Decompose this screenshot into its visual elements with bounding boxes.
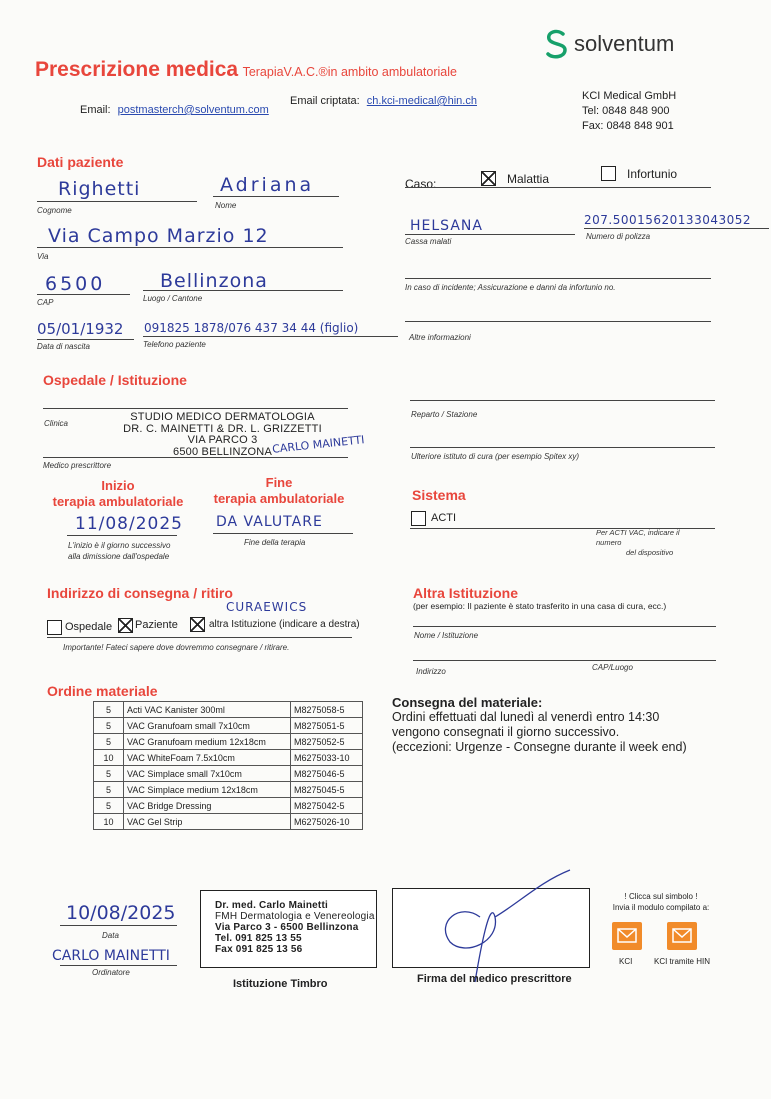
- case-label: Caso:: [405, 177, 437, 191]
- delivery-patient-checkbox[interactable]: [118, 618, 133, 633]
- table-row: [94, 750, 363, 766]
- delivery-other-checkbox[interactable]: [190, 617, 205, 632]
- material-qty-cell: 5: [94, 718, 124, 734]
- accident-checkbox[interactable]: [601, 166, 616, 181]
- material-code-cell: M8275046-5: [291, 766, 363, 782]
- dob-label: Data di nascita: [37, 342, 90, 351]
- therapy-end-note: Fine della terapia: [244, 538, 306, 547]
- other-info-label: Altre informazioni: [409, 333, 471, 342]
- institution-stamp-line: Via Parco 3 - 6500 Bellinzona: [215, 922, 359, 933]
- material-name-cell: VAC Bridge Dressing: [124, 798, 291, 814]
- email-label: Email:: [80, 104, 111, 116]
- insurer-label: Cassa malati: [405, 237, 452, 246]
- material-code-cell: M8275045-5: [291, 782, 363, 798]
- email-encrypted-link[interactable]: ch.kci-medical@hin.ch: [366, 95, 477, 107]
- acti-note-3: del dispositivo: [626, 548, 674, 557]
- section-other-institution: Altra Istituzione: [413, 585, 519, 601]
- therapy-start-title-1: Inizio: [101, 478, 135, 493]
- illness-checkbox[interactable]: [481, 171, 496, 186]
- section-system: Sistema: [412, 487, 466, 503]
- envelope-icon: [612, 922, 642, 950]
- footer-ordering-label: Ordinatore: [92, 968, 130, 977]
- surname-label: Cognome: [37, 206, 72, 215]
- section-delivery: Indirizzo di consegna / ritiro: [47, 585, 233, 601]
- institution-stamp-line: Dr. med. Carlo Mainetti: [215, 900, 328, 911]
- therapy-start-note: [68, 540, 170, 562]
- phone-value[interactable]: 091825 1878/076 437 34 44 (figlio): [144, 321, 359, 335]
- doctor-signature: CARLO MAINETTI: [271, 433, 366, 456]
- therapy-start-title-2: terapia ambulatoriale: [52, 494, 184, 509]
- ward-label: Reparto / Stazione: [411, 410, 478, 419]
- kci-email-icon[interactable]: [612, 922, 642, 950]
- material-code-cell: M8275052-5: [291, 734, 363, 750]
- table-row: [94, 782, 363, 798]
- footer-ordering-value: CARLO MAINETTI: [52, 948, 170, 964]
- illness-label: Malattia: [507, 172, 550, 186]
- insurer-value[interactable]: HELSANA: [410, 218, 483, 234]
- acti-device-note: [596, 528, 680, 558]
- table-row: [94, 766, 363, 782]
- email-row: [80, 104, 269, 116]
- footer-date-value[interactable]: 10/08/2025: [66, 902, 176, 924]
- material-qty-cell: 10: [94, 750, 124, 766]
- signature-label: Firma del medico prescrittore: [417, 973, 572, 985]
- material-name-cell: VAC WhiteFoam 7.5x10cm: [124, 750, 291, 766]
- email-encrypted-row: [290, 95, 477, 107]
- city-value[interactable]: Bellinzona: [160, 270, 268, 292]
- cap-value[interactable]: 6500: [45, 273, 106, 295]
- shipping-line-3: (eccezioni: Urgenze - Consegne durante il week end): [392, 740, 687, 754]
- acti-checkbox[interactable]: [411, 511, 426, 526]
- materials-table: [93, 701, 363, 830]
- shipping-line-2: vengono consegnati il giorno successivo.: [392, 725, 620, 739]
- section-patient: Dati paziente: [37, 154, 124, 170]
- institution-stamp-label: Istituzione Timbro: [233, 978, 328, 990]
- company-fax: Fax: 0848 848 901: [582, 120, 674, 132]
- other-institution-cap-label: CAP/Luogo: [592, 663, 633, 672]
- company-name: KCI Medical GmbH: [582, 90, 677, 102]
- other-institute-label: Ulteriore istituto di cura (per esempio Spitex xy): [411, 452, 580, 461]
- delivery-important: Importante! Fateci sapere dove dovremmo consegnare / ritirare.: [63, 643, 290, 652]
- title-sub: TerapiaV.A.C.®in ambito ambulatoriale: [242, 65, 457, 79]
- page-title: [35, 58, 457, 82]
- material-code-cell: M6275033-10: [291, 750, 363, 766]
- institution-stamp-text: [215, 900, 375, 955]
- material-code-cell: M8275058-5: [291, 702, 363, 718]
- brand-logo: [543, 28, 674, 60]
- name-value[interactable]: Adriana: [220, 174, 315, 196]
- institution-stamp-box[interactable]: [200, 890, 377, 968]
- kci-hin-label: KCI tramite HIN: [654, 957, 711, 966]
- delivery-hospital-checkbox[interactable]: [47, 620, 62, 635]
- table-row: [94, 734, 363, 750]
- kci-hin-email-icon[interactable]: [667, 922, 697, 950]
- dob-value[interactable]: 05/01/1932: [37, 320, 124, 338]
- delivery-hospital-label: Ospedale: [65, 621, 113, 633]
- shipping-line-1: Ordini effettuati dal lunedì al venerdì entro 14:30: [392, 710, 660, 724]
- therapy-end-title-1: Fine: [265, 475, 293, 490]
- kci-label: KCI: [619, 957, 633, 966]
- clinic-stamp-line: VIA PARCO 3: [187, 434, 258, 446]
- policy-value[interactable]: 207.50015620133043052: [584, 213, 752, 227]
- table-row: [94, 798, 363, 814]
- email-encrypted-label: Email criptata:: [290, 95, 360, 107]
- table-row: [94, 814, 363, 830]
- delivery-patient-label: Paziente: [135, 619, 178, 631]
- accident-label: Infortunio: [627, 167, 678, 181]
- institution-stamp-line: Fax 091 825 13 56: [215, 944, 303, 955]
- material-qty-cell: 5: [94, 702, 124, 718]
- material-name-cell: VAC Simplace small 7x10cm: [124, 766, 291, 782]
- acti-note-1: Per ACTI VAC, indicare il: [596, 528, 680, 537]
- street-value[interactable]: Via Campo Marzio 12: [48, 225, 269, 247]
- therapy-end-value[interactable]: DA VALUTARE: [216, 514, 323, 530]
- acti-label: ACTI: [431, 512, 457, 524]
- therapy-start-note-1: L'inizio è il giorno successivo: [68, 541, 171, 550]
- title-main: Prescrizione medica: [35, 58, 239, 81]
- footer-date-label: Data: [102, 931, 119, 940]
- email-link[interactable]: postmasterch@solventum.com: [117, 104, 269, 116]
- material-qty-cell: 5: [94, 734, 124, 750]
- accident-insurance-label: In caso di incidente; Assicurazione e danni da infortunio no.: [405, 283, 616, 292]
- clinic-label: Clinica: [44, 419, 69, 428]
- company-tel: Tel: 0848 848 900: [582, 105, 670, 117]
- policy-label: Numero di polizza: [586, 232, 651, 241]
- city-label: Luogo / Cantone: [143, 294, 203, 303]
- therapy-start-value[interactable]: 11/08/2025: [75, 514, 183, 534]
- material-name-cell: VAC Granufoam small 7x10cm: [124, 718, 291, 734]
- other-institution-note: (per esempio: Il paziente è stato trasferito in una casa di cura, ecc.): [413, 601, 667, 611]
- therapy-start-note-2: alla dimissione dall'ospedale: [68, 552, 170, 561]
- clinic-stamp-line: 6500 BELLINZONA: [173, 445, 272, 458]
- send-note: [605, 891, 717, 913]
- doctor-label: Medico prescrittore: [43, 461, 112, 470]
- institution-stamp-line: Tel. 091 825 13 55: [215, 933, 302, 944]
- material-qty-cell: 5: [94, 782, 124, 798]
- acti-note-2: numero: [596, 538, 622, 547]
- brand-name: solventum: [574, 31, 675, 56]
- material-name-cell: VAC Granufoam medium 12x18cm: [124, 734, 291, 750]
- send-note-1: ! Clicca sul simbolo !: [624, 892, 698, 901]
- phone-label: Telefono paziente: [143, 340, 206, 349]
- table-row: [94, 718, 363, 734]
- shipping-title: Consegna del materiale:: [392, 695, 543, 710]
- material-code-cell: M8275042-5: [291, 798, 363, 814]
- name-label: Nome: [215, 201, 237, 210]
- send-note-2: Invia il modulo compilato a:: [612, 903, 710, 912]
- surname-value[interactable]: Righetti: [58, 178, 141, 200]
- therapy-start-title: [48, 478, 188, 510]
- material-name-cell: VAC Simplace medium 12x18cm: [124, 782, 291, 798]
- other-institution-address-label: Indirizzo: [416, 667, 446, 676]
- shipping-info: [392, 695, 687, 755]
- material-name-cell: Acti VAC Kanister 300ml: [124, 702, 291, 718]
- delivery-handwritten: CURAEWICS: [226, 600, 308, 614]
- material-code-cell: M6275026-10: [291, 814, 363, 830]
- other-institution-name-label: Nome / Istituzione: [414, 631, 479, 640]
- therapy-end-title-2: terapia ambulatoriale: [213, 491, 345, 506]
- material-qty-cell: 10: [94, 814, 124, 830]
- delivery-other-label: altra Istituzione (indicare a destra): [209, 619, 360, 630]
- company-info: [582, 89, 676, 134]
- table-row: [94, 702, 363, 718]
- section-hospital: Ospedale / Istituzione: [43, 372, 187, 388]
- solventum-logo-icon: [543, 28, 571, 60]
- clinic-stamp-line: DR. C. MAINETTI & DR. L. GRIZZETTI: [123, 422, 322, 435]
- material-name-cell: VAC Gel Strip: [124, 814, 291, 830]
- institution-stamp-line: FMH Dermatologia e Venereologia: [215, 911, 375, 922]
- envelope-icon: [667, 922, 697, 950]
- street-label: Via: [37, 252, 49, 261]
- material-qty-cell: 5: [94, 798, 124, 814]
- therapy-end-title: [206, 475, 352, 507]
- cap-label: CAP: [37, 298, 54, 307]
- material-qty-cell: 5: [94, 766, 124, 782]
- section-materials: Ordine materiale: [47, 683, 158, 699]
- clinic-stamp-line: STUDIO MEDICO DERMATOLOGIA: [130, 411, 315, 423]
- material-code-cell: M8275051-5: [291, 718, 363, 734]
